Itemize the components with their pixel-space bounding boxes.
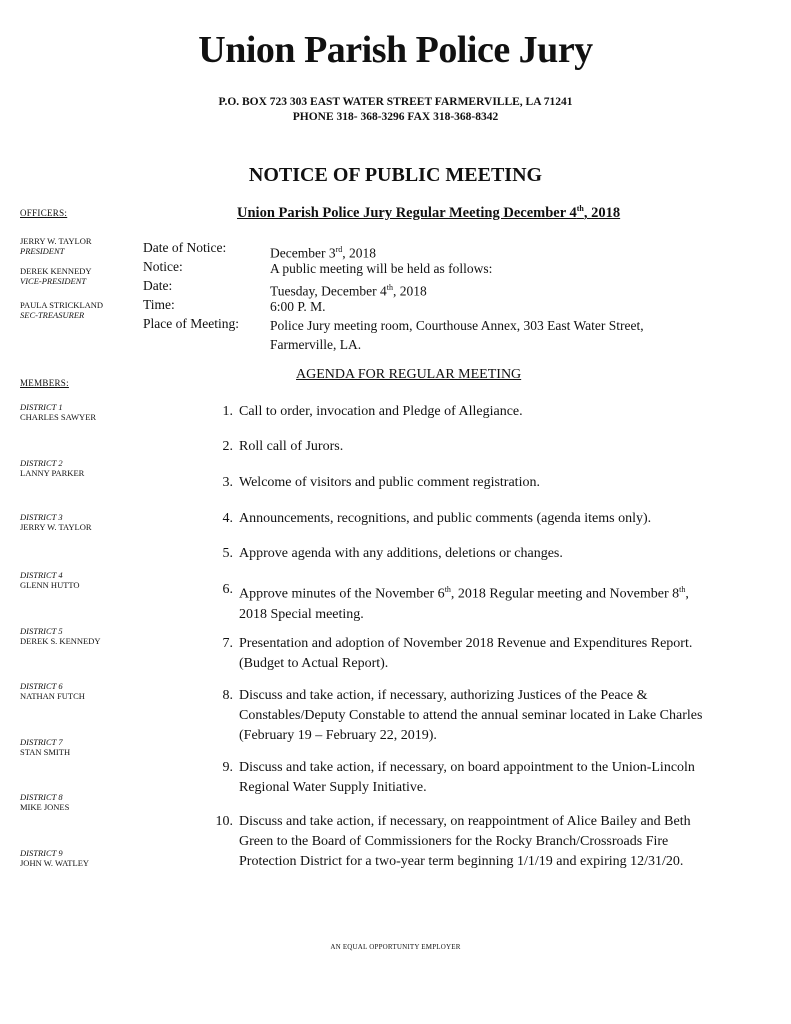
address-line: P.O. BOX 723 303 EAST WATER STREET FARMERVILLE, LA 71241 <box>218 96 573 108</box>
agenda-item-text: Approve minutes of the November 6th, 2018 Regular meeting and November 8th, 2018 Special meeting. <box>239 585 689 622</box>
member-district: DISTRICT 6 <box>20 681 63 691</box>
info-value-date-of-notice: December 3rd, 2018 <box>270 245 377 261</box>
agenda-item <box>208 473 708 493</box>
agenda-item <box>208 634 708 674</box>
member-district: DISTRICT 4 <box>20 570 63 580</box>
agenda-item-number: 8. <box>222 688 233 703</box>
member-name: JERRY W. TAYLOR <box>20 522 92 532</box>
member-entry <box>20 848 89 868</box>
agenda-item-text: Discuss and take action, if necessary, on board appointment to the Union-Lincoln Regional Water Supply Initiative. <box>239 760 695 795</box>
agenda-item-number: 5. <box>222 546 233 561</box>
agenda-item-number: 2. <box>222 439 233 454</box>
member-district: DISTRICT 3 <box>20 512 63 522</box>
officers-heading: OFFICERS: <box>20 208 68 218</box>
member-entry <box>20 570 80 590</box>
member-entry <box>20 512 92 532</box>
agenda-item-text: Call to order, invocation and Pledge of Allegiance. <box>239 404 523 419</box>
agenda-item <box>208 437 708 457</box>
agenda-title: AGENDA FOR REGULAR MEETING <box>296 367 522 382</box>
member-district: DISTRICT 7 <box>20 737 63 747</box>
member-district: DISTRICT 1 <box>20 402 63 412</box>
member-entry <box>20 402 96 422</box>
info-value-place: Police Jury meeting room, Courthouse Annex, 303 East Water Street, Farmerville, LA. <box>270 318 644 352</box>
agenda-item-text: Approve agenda with any additions, deletions or changes. <box>239 546 563 561</box>
officer-name: DEREK KENNEDY <box>20 266 92 276</box>
member-entry <box>20 737 70 757</box>
member-name: DEREK S. KENNEDY <box>20 636 101 646</box>
info-label-notice: Notice: <box>143 259 183 274</box>
member-name: LANNY PARKER <box>20 468 85 478</box>
members-heading: MEMBERS: <box>20 378 69 388</box>
agenda-item-text: Welcome of visitors and public comment registration. <box>239 475 540 490</box>
officer-name: JERRY W. TAYLOR <box>20 236 92 246</box>
member-district: DISTRICT 8 <box>20 792 63 802</box>
officer-entry <box>20 236 92 256</box>
agenda-item <box>208 509 708 529</box>
member-name: STAN SMITH <box>20 747 71 757</box>
agenda-item-number: 1. <box>222 404 233 419</box>
agenda-item <box>208 686 708 746</box>
info-value-time: 6:00 P. M. <box>270 299 326 314</box>
agenda-item-number: 9. <box>222 760 233 775</box>
member-district: DISTRICT 9 <box>20 848 63 858</box>
phone-line: PHONE 318- 368-3296 FAX 318-368-8342 <box>292 111 499 123</box>
agenda-item-text: Presentation and adoption of November 2018 Revenue and Expenditures Report. (Budget to Actual Report). <box>239 636 693 671</box>
agenda-item-text: Roll call of Jurors. <box>239 439 344 454</box>
member-name: GLENN HUTTO <box>20 580 80 590</box>
agenda-item-text: Discuss and take action, if necessary, on reappointment of Alice Bailey and Beth Green to the Board of Commissioners for the Rocky Branch/Crossroads Fire Protection District for a two-year term beginning 1/1/19 and expiring 12/31/20. <box>239 814 691 869</box>
agenda-item <box>208 580 708 625</box>
agenda-item-number: 6. <box>222 582 233 597</box>
agenda-item <box>208 544 708 564</box>
notice-title: NOTICE OF PUBLIC MEETING <box>248 164 543 186</box>
info-label-date: Date: <box>143 278 173 293</box>
member-name: NATHAN FUTCH <box>20 691 85 701</box>
officer-role: SEC-TREASURER <box>20 310 85 320</box>
info-label-place: Place of Meeting: <box>143 316 239 331</box>
member-entry <box>20 626 101 646</box>
organization-title: Union Parish Police Jury <box>198 29 593 71</box>
member-entry <box>20 792 69 812</box>
agenda-item-number: 10. <box>215 814 233 829</box>
info-value-notice: A public meeting will be held as follows: <box>270 261 493 276</box>
agenda-item <box>208 402 708 422</box>
member-district: DISTRICT 2 <box>20 458 63 468</box>
member-entry <box>20 681 85 701</box>
agenda-item <box>208 812 708 872</box>
member-name: MIKE JONES <box>20 802 70 812</box>
officer-role: VICE-PRESIDENT <box>20 276 87 286</box>
meeting-title: Union Parish Police Jury Regular Meeting December 4th, 2018 <box>237 204 621 221</box>
officer-entry <box>20 266 92 286</box>
member-entry <box>20 458 84 478</box>
footer-employer-note: AN EQUAL OPPORTUNITY EMPLOYER <box>330 943 461 951</box>
info-label-time: Time: <box>143 297 175 312</box>
agenda-item-text: Announcements, recognitions, and public comments (agenda items only). <box>239 511 652 526</box>
officer-entry <box>20 300 103 320</box>
info-label-date-of-notice: Date of Notice: <box>143 240 227 255</box>
info-value-date: Tuesday, December 4th, 2018 <box>270 283 427 299</box>
agenda-item-number: 7. <box>222 636 233 651</box>
agenda-item-text: Discuss and take action, if necessary, authorizing Justices of the Peace & Constables/Deputy Constable to attend the annual seminar located in Lake Charles (February 19 – February 22, 2019). <box>239 688 703 743</box>
agenda-item <box>208 758 708 798</box>
officer-role: PRESIDENT <box>20 246 65 256</box>
member-name: JOHN W. WATLEY <box>20 858 90 868</box>
member-name: CHARLES SAWYER <box>20 412 97 422</box>
member-district: DISTRICT 5 <box>20 626 63 636</box>
agenda-item-number: 3. <box>222 475 233 490</box>
officer-name: PAULA STRICKLAND <box>20 300 104 310</box>
agenda-item-number: 4. <box>222 511 233 526</box>
